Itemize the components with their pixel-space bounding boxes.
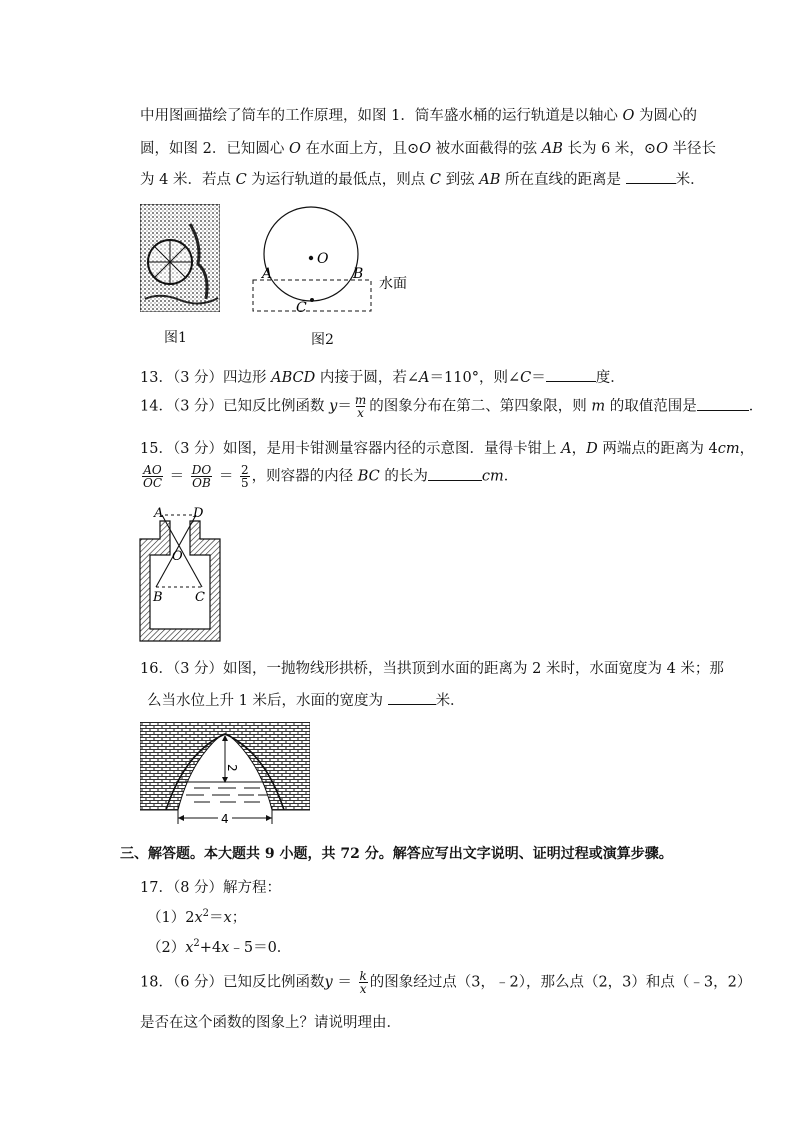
- q15-line2: $\frac{AO}{OC}$ ＝ $\frac{DO}{OB}$ ＝ $\frac{2}{5}$ ，则容器的内径 BC 的长为 cm．: [143, 463, 519, 490]
- q15-fraction-ao-oc: $\frac{AO}{OC}$: [143, 463, 163, 490]
- q12-fig1-waterwheel-image: [140, 204, 220, 312]
- section3-heading: 三、解答题。本大题共 9 小题，共 72 分。解答应写出文字说明、证明过程或演算步骤。: [120, 846, 673, 862]
- q15-caliper-diagram: [138, 503, 234, 643]
- q17-part2: $(2)x^2+4x﹣5=0$．: [147, 938, 292, 956]
- q15-label-c: C: [195, 590, 205, 605]
- q16-label-width: 4: [221, 812, 229, 826]
- q15-label-b: B: [153, 590, 163, 605]
- q16-arch-bridge-diagram: [140, 722, 310, 828]
- q18-line1: 18．（6 分）已知反比例函数y ＝ $\frac{k}{x}$ 的图象经过点（3，﹣2），那么点（2，3）和点（﹣3，2）: [140, 969, 752, 996]
- q14-answer-blank: [697, 396, 749, 411]
- q15-answer-blank: [428, 466, 482, 481]
- q12-answer-blank: [626, 169, 676, 184]
- fig2-label-c: C: [296, 300, 307, 316]
- q15-label-o: O: [172, 549, 183, 564]
- q16-line1: 16．（3 分）如图，一抛物线形拱桥，当拱顶到水面的距离为 2 米时，水面宽度为 4 米；那: [140, 661, 724, 677]
- q18-line2: 是否在这个函数的图象上？请说明理由．: [140, 1015, 401, 1031]
- q16-answer-blank: [388, 690, 436, 705]
- q17-part1: $(1)2x^2=x$；: [147, 908, 247, 926]
- q12-fig2-diagram: [246, 196, 416, 321]
- q15-fraction-do-ob: $\frac{DO}{OB}$: [191, 463, 212, 490]
- q12-fig1-caption: 图1: [164, 330, 187, 346]
- q12-line3: 为 4 米．若点 C 为运行轨道的最低点，则点 C 到弦 AB 所在直线的距离是 米．: [140, 168, 705, 189]
- q18-fraction: $\frac{k}{x}$: [359, 969, 367, 996]
- q15-label-d: D: [193, 506, 204, 521]
- fig2-label-o: O: [317, 251, 329, 267]
- q15-fraction-2-5: $\frac{2}{5}$: [240, 463, 249, 490]
- q13-line: 13．（3 分）四边形 ABCD 内接于圆，若∠A＝110°，则∠C＝ 度．: [140, 366, 625, 387]
- q12-line1: 中用图画描绘了筒车的工作原理，如图 1．筒车盛水桶的运行轨道是以轴心 O 为圆心的: [140, 108, 697, 124]
- q15-line1: 15．（3 分）如图，是用卡钳测量容器内径的示意图．量得卡钳上 A，D 两端点的距离为 4cm，: [140, 441, 755, 457]
- fig2-label-b: B: [353, 266, 364, 282]
- q14-fraction: $\frac{m}{x}$: [354, 393, 367, 420]
- q12-fig2-caption: 图2: [311, 332, 334, 348]
- q17-title: 17．（8 分）解方程：: [140, 880, 282, 896]
- q15-label-a: A: [154, 506, 164, 521]
- q16-label-height: 2: [225, 764, 239, 772]
- fig2-label-a: A: [262, 266, 273, 282]
- q14-line: 14．（3 分）已知反比例函数 y＝ $\frac{m}{x}$ 的图象分布在第二、第四象限，则 m 的取值范围是 ．: [140, 393, 764, 420]
- q12-line2: 圆，如图 2．已知圆心 O 在水面上方，且⊙O 被水面截得的弦 AB 长为 6 米，⊙O 半径长: [140, 141, 717, 157]
- fig2-label-water: 水面: [379, 276, 407, 292]
- q16-line2: 么当水位上升 1 米后，水面的宽度为 米．: [147, 689, 465, 710]
- q13-answer-blank: [546, 367, 596, 382]
